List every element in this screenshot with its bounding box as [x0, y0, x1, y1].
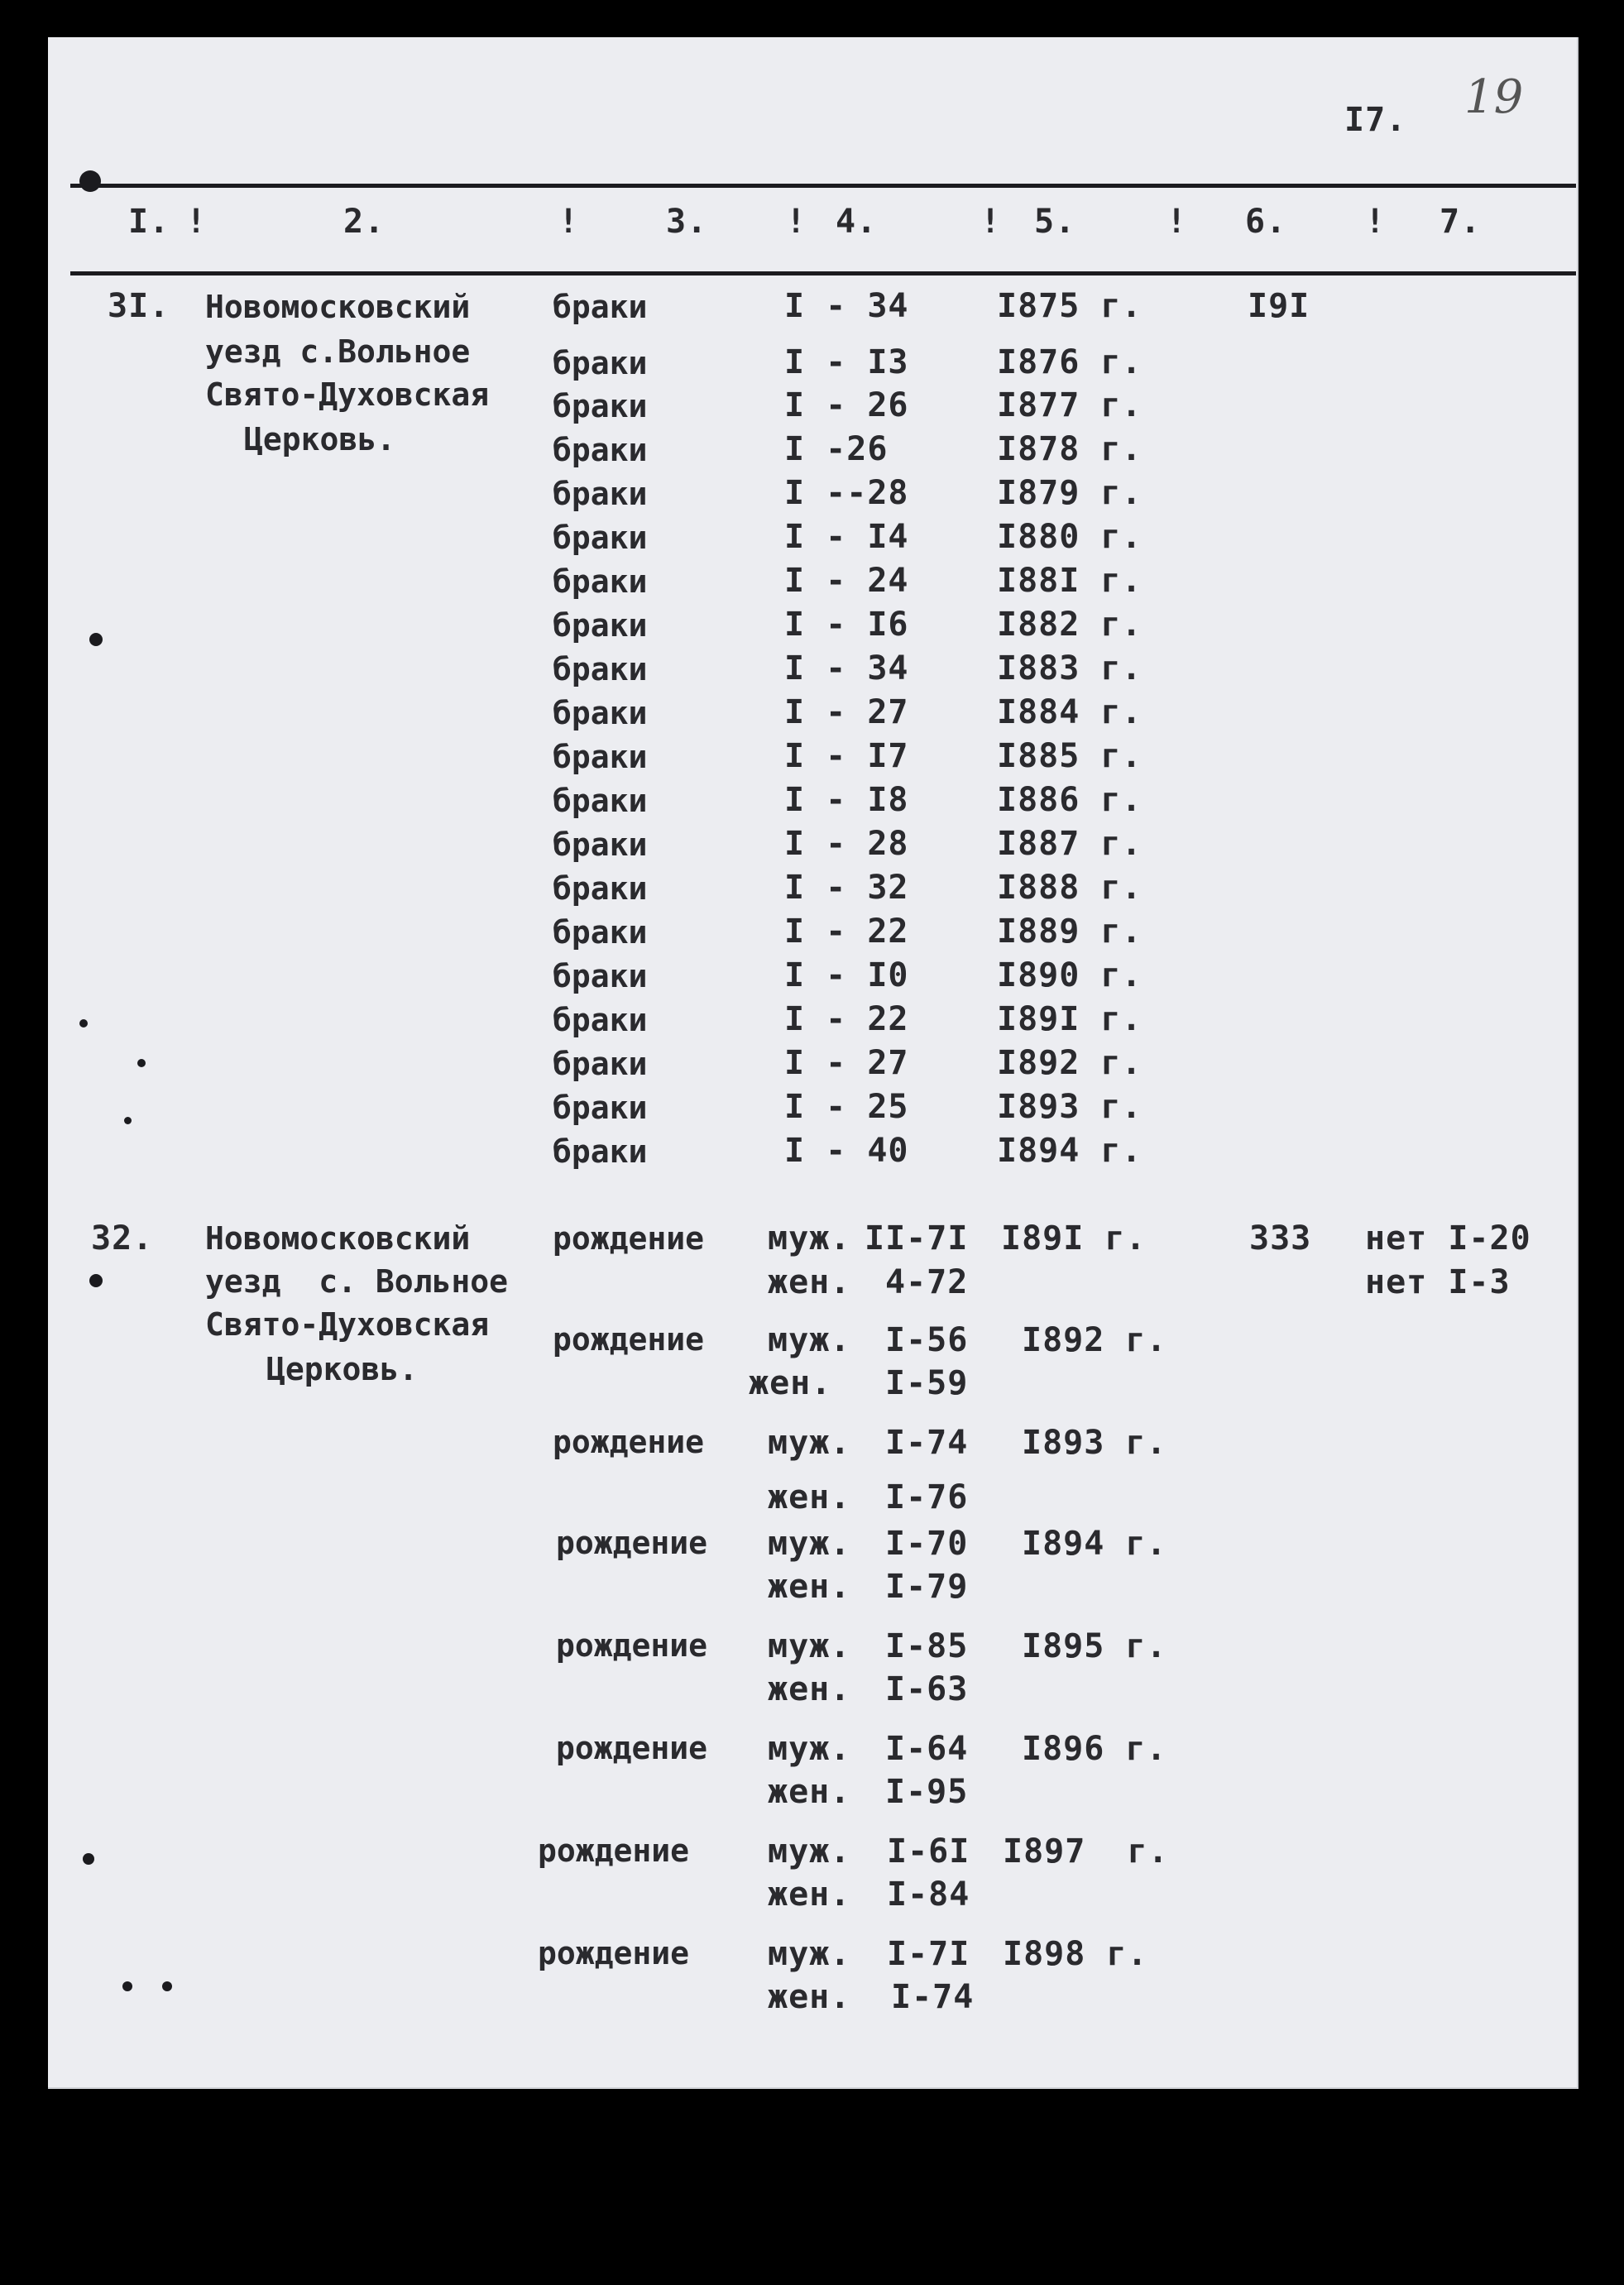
col-separator: !	[186, 203, 208, 241]
col-separator: !	[980, 203, 1002, 241]
speck-mark	[79, 1019, 88, 1028]
record-count: I - I4	[784, 518, 909, 556]
col-header-1: I.	[128, 203, 170, 241]
female-count: I-74	[891, 1978, 975, 2016]
record-year: I890 г.	[997, 956, 1143, 994]
record-count: I - 34	[784, 287, 909, 325]
record-year: I876 г.	[997, 343, 1143, 381]
record-type: рождение	[538, 1832, 690, 1869]
record-count: I - 25	[784, 1088, 909, 1126]
place-line: уезд с. Вольное	[205, 1263, 509, 1300]
male-count: I-85	[885, 1627, 969, 1665]
record-type: браки	[553, 651, 648, 687]
male-count: I-64	[885, 1730, 969, 1768]
speck-mark	[83, 1853, 94, 1865]
female-label: жен.	[768, 1478, 851, 1516]
record-type: браки	[553, 1090, 648, 1126]
record-count: I - I7	[784, 737, 909, 775]
record-count: I - I8	[784, 781, 909, 819]
record-type: браки	[553, 739, 648, 775]
female-label: жен.	[768, 1568, 851, 1606]
record-type: рождение	[556, 1730, 708, 1766]
record-count: I - 27	[784, 1044, 909, 1082]
col-separator: !	[786, 203, 807, 241]
record-year: I892 г.	[997, 1044, 1143, 1082]
binding-hole-mark	[79, 170, 101, 192]
record-year: I89I г.	[1001, 1219, 1147, 1257]
header-top-rule	[70, 184, 1576, 188]
fund-number: 333	[1249, 1219, 1312, 1257]
record-type: браки	[553, 826, 648, 863]
record-count: I --28	[784, 474, 909, 512]
record-type: браки	[553, 1133, 648, 1170]
place-line: Новомосковский	[205, 289, 471, 325]
male-label: муж.	[768, 1730, 851, 1768]
record-count: I - 22	[784, 913, 909, 951]
record-type: рождение	[553, 1321, 705, 1358]
record-year: I884 г.	[997, 693, 1143, 731]
entry-number: 32.	[91, 1219, 154, 1257]
record-type: рождение	[553, 1220, 705, 1257]
pencil-page-number: 19	[1464, 70, 1524, 124]
col-separator: !	[1167, 203, 1188, 241]
record-count: I -26	[784, 430, 889, 468]
female-label: жен.	[768, 1978, 851, 2016]
col-header-5: 5.	[1034, 203, 1076, 241]
record-year: I882 г.	[997, 606, 1143, 644]
record-count: I - I0	[784, 956, 909, 994]
record-type: браки	[553, 388, 648, 424]
record-year: I885 г.	[997, 737, 1143, 775]
record-year: I894 г.	[997, 1132, 1143, 1170]
missing-note: нет I-20	[1365, 1219, 1531, 1257]
fund-number: I9I	[1248, 287, 1310, 325]
record-type: браки	[553, 345, 648, 381]
entry-number: 3I.	[108, 287, 170, 325]
record-year: I893 г.	[1022, 1424, 1167, 1462]
record-year: I877 г.	[997, 386, 1143, 424]
place-line: уезд с.Вольное	[205, 333, 471, 370]
col-header-3: 3.	[666, 203, 708, 241]
record-year: I875 г.	[997, 287, 1143, 325]
record-type: браки	[553, 289, 648, 325]
record-count: I - 34	[784, 649, 909, 687]
female-label: жен.	[768, 1773, 851, 1811]
record-count: I - I6	[784, 606, 909, 644]
record-type: рождение	[556, 1525, 708, 1561]
record-year: I89I г.	[997, 1000, 1143, 1038]
col-header-7: 7.	[1440, 203, 1482, 241]
female-count: I-59	[885, 1364, 969, 1402]
female-label: жен.	[749, 1364, 832, 1402]
female-count: I-95	[885, 1773, 969, 1811]
record-year: I889 г.	[997, 913, 1143, 951]
speck-mark	[89, 1274, 103, 1287]
record-count: I - I3	[784, 343, 909, 381]
male-count: I-70	[885, 1525, 969, 1563]
male-label: муж.	[768, 1424, 851, 1462]
col-header-6: 6.	[1245, 203, 1287, 241]
record-year: I886 г.	[997, 781, 1143, 819]
record-type: рождение	[553, 1424, 705, 1460]
male-label: муж.	[768, 1627, 851, 1665]
speck-mark	[89, 633, 103, 646]
record-type: рождение	[538, 1935, 690, 1971]
record-count: I - 24	[784, 562, 909, 600]
male-count: I-56	[885, 1321, 969, 1359]
male-count: II-7I	[865, 1219, 969, 1257]
record-type: браки	[553, 695, 648, 731]
record-type: браки	[553, 870, 648, 907]
page-number: I7.	[1344, 101, 1407, 139]
male-count: I-74	[885, 1424, 969, 1462]
male-count: I-6I	[887, 1832, 970, 1871]
speck-mark	[162, 1981, 172, 1991]
record-count: I - 27	[784, 693, 909, 731]
missing-note: нет I-3	[1365, 1263, 1511, 1301]
record-type: браки	[553, 1046, 648, 1082]
record-year: I897 г.	[1003, 1832, 1169, 1871]
record-year: I895 г.	[1022, 1627, 1167, 1665]
female-count: I-79	[885, 1568, 969, 1606]
record-year: I894 г.	[1022, 1525, 1167, 1563]
place-line: Новомосковский	[205, 1220, 471, 1257]
record-type: браки	[553, 520, 648, 556]
record-type: браки	[553, 914, 648, 951]
place-line: Церковь.	[266, 1351, 419, 1387]
record-year: I88I г.	[997, 562, 1143, 600]
female-label: жен.	[768, 1263, 851, 1301]
male-count: I-7I	[887, 1935, 970, 1973]
place-line: Свято-Духовская	[205, 376, 490, 413]
record-count: I - 22	[784, 1000, 909, 1038]
record-year: I887 г.	[997, 825, 1143, 863]
col-separator: !	[1365, 203, 1387, 241]
record-count: I - 28	[784, 825, 909, 863]
place-line: Церковь.	[244, 421, 396, 457]
female-count: I-63	[885, 1670, 969, 1708]
male-label: муж.	[768, 1219, 851, 1257]
record-year: I896 г.	[1022, 1730, 1167, 1768]
female-label: жен.	[768, 1875, 851, 1914]
record-type: браки	[553, 958, 648, 994]
male-label: муж.	[768, 1525, 851, 1563]
place-line: Свято-Духовская	[205, 1306, 490, 1343]
record-year: I892 г.	[1022, 1321, 1167, 1359]
record-count: I - 40	[784, 1132, 909, 1170]
record-count: I - 32	[784, 869, 909, 907]
speck-mark	[124, 1117, 132, 1124]
record-year: I898 г.	[1003, 1935, 1148, 1973]
speck-mark	[122, 1981, 132, 1991]
record-type: браки	[553, 432, 648, 468]
record-year: I880 г.	[997, 518, 1143, 556]
header-bottom-rule	[70, 271, 1576, 275]
col-header-4: 4.	[836, 203, 878, 241]
female-count: I-84	[887, 1875, 970, 1914]
female-count: 4-72	[885, 1263, 969, 1301]
female-count: I-76	[885, 1478, 969, 1516]
record-year: I879 г.	[997, 474, 1143, 512]
record-type: рождение	[556, 1627, 708, 1664]
female-label: жен.	[768, 1670, 851, 1708]
record-year: I888 г.	[997, 869, 1143, 907]
record-year: I883 г.	[997, 649, 1143, 687]
speck-mark	[137, 1059, 146, 1067]
record-type: браки	[553, 783, 648, 819]
record-type: браки	[553, 476, 648, 512]
col-separator: !	[558, 203, 580, 241]
record-year: I893 г.	[997, 1088, 1143, 1126]
record-year: I878 г.	[997, 430, 1143, 468]
male-label: муж.	[768, 1832, 851, 1871]
col-header-2: 2.	[343, 203, 386, 241]
male-label: муж.	[768, 1935, 851, 1973]
record-type: браки	[553, 607, 648, 644]
male-label: муж.	[768, 1321, 851, 1359]
record-type: браки	[553, 1002, 648, 1038]
record-type: браки	[553, 563, 648, 600]
record-count: I - 26	[784, 386, 909, 424]
